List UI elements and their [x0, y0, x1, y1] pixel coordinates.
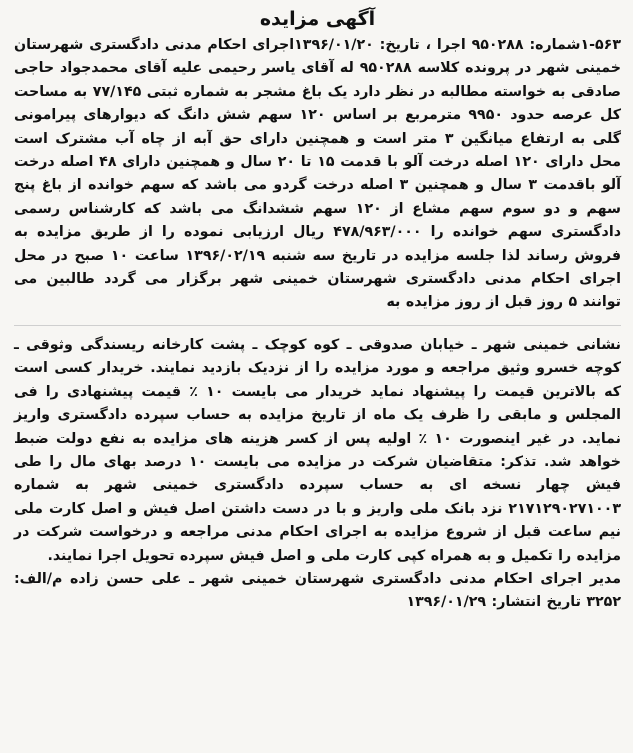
notice-paragraph-main: ۱-۵۶۳شماره: ۹۵۰۲۸۸ اجرا ، تاریخ: ۱۳۹۶/۰۱/۲۰اجرای احکام مدنی دادگستری شهرستان خمینی شهر در پرونده کلاسه ۹۵۰۲۸۸ له آقای یاسر رحیمی علیه آقای محمدجواد حاجی صادقی به خواسته مطالبه در نظر دارد یک باغ مشجر به شماره ثبتی ۷۷/۱۴۵ به مساحت کل عرصه حدود ۹۹۵۰ مترمربع بر اساس ۱۲۰ سهم شش دانگ که دیوارهای پیرامونی گلی به ارتفاع میانگین ۳ متر است و همچنین دارای حق آبه از چاه آب مشترک است محل دارای ۱۲۰ اصله درخت آلو با قدمت ۱۵ تا ۲۰ سال و همچنین دارای ۴۸ اصله درخت آلو باقدمت ۳ سال و همچنین ۳ اصله درخت گردو می باشد که سهم خوانده از باغ پنج سهم و دو سوم سهم مشاع از ۱۲۰ سهم ششدانگ می باشد که کارشناس رسمی دادگستری سهم خوانده را ۴۷۸/۹۶۳/۰۰۰ ریال ارزیابی نموده را از طریق مزایده به فروش رساند لذا جلسه مزایده در تاریخ سه شنبه ۱۳۹۶/۰۲/۱۹ ساعت ۱۰ صبح در محل اجرای احکام مدنی دادگستری شهرستان خمینی شهر برگزار می گردد طالبین می توانند ۵ روز قبل از روز مزایده به	[14, 37, 622, 311]
notice-paragraph-conditions: نشانی خمینی شهر ـ خیابان صدوقی ـ کوه کوچک ـ پشت کارخانه ریسندگی وثوقی ـ کوچه خسرو وثیق مراجعه و مورد مزایده را از نزدیک بازدید نمایند. خریدار کسی است که بالاترین قیمت را پیشنهاد نماید خریدار می بایست ۱۰ ٪ قیمت پیشنهادی را فی المجلس و مابقی را ظرف یک ماه از تاریخ مزایده به حساب سپرده دادگستری واریز نماید. در غیر اینصورت ۱۰ ٪ اولیه پس از کسر هزینه های مزایده به نفع دولت ضبط خواهد شد. تذکر: متقاضیان شرکت در مزایده می بایست ۱۰ درصد بهای مال را طی فیش چهار نسخه ای به حساب سپرده دادگستری خمینی شهر به شماره ۲۱۷۱۲۹۰۲۷۱۰۰۳ نزد بانک ملی واریز و با در دست داشتن اصل فیش و اصل کارت ملی نیم ساعت قبل از شروع مزایده به اجرای احکام مدنی مراجعه و درخواست شرکت در مزایده را تکمیل و به همراه کپی کارت ملی و اصل فیش سپرده تحویل اجرا نمایند.	[14, 336, 621, 564]
notice-title: آگهی مزایده	[259, 8, 376, 30]
column-divider	[14, 325, 621, 326]
notice-signature: مدیر اجرای احکام مدنی دادگستری شهرستان خمینی شهر ـ علی حسن زاده م/الف: ۳۲۵۲ تاریخ انتشار: ۱۳۹۶/۰۱/۲۹	[14, 570, 621, 611]
